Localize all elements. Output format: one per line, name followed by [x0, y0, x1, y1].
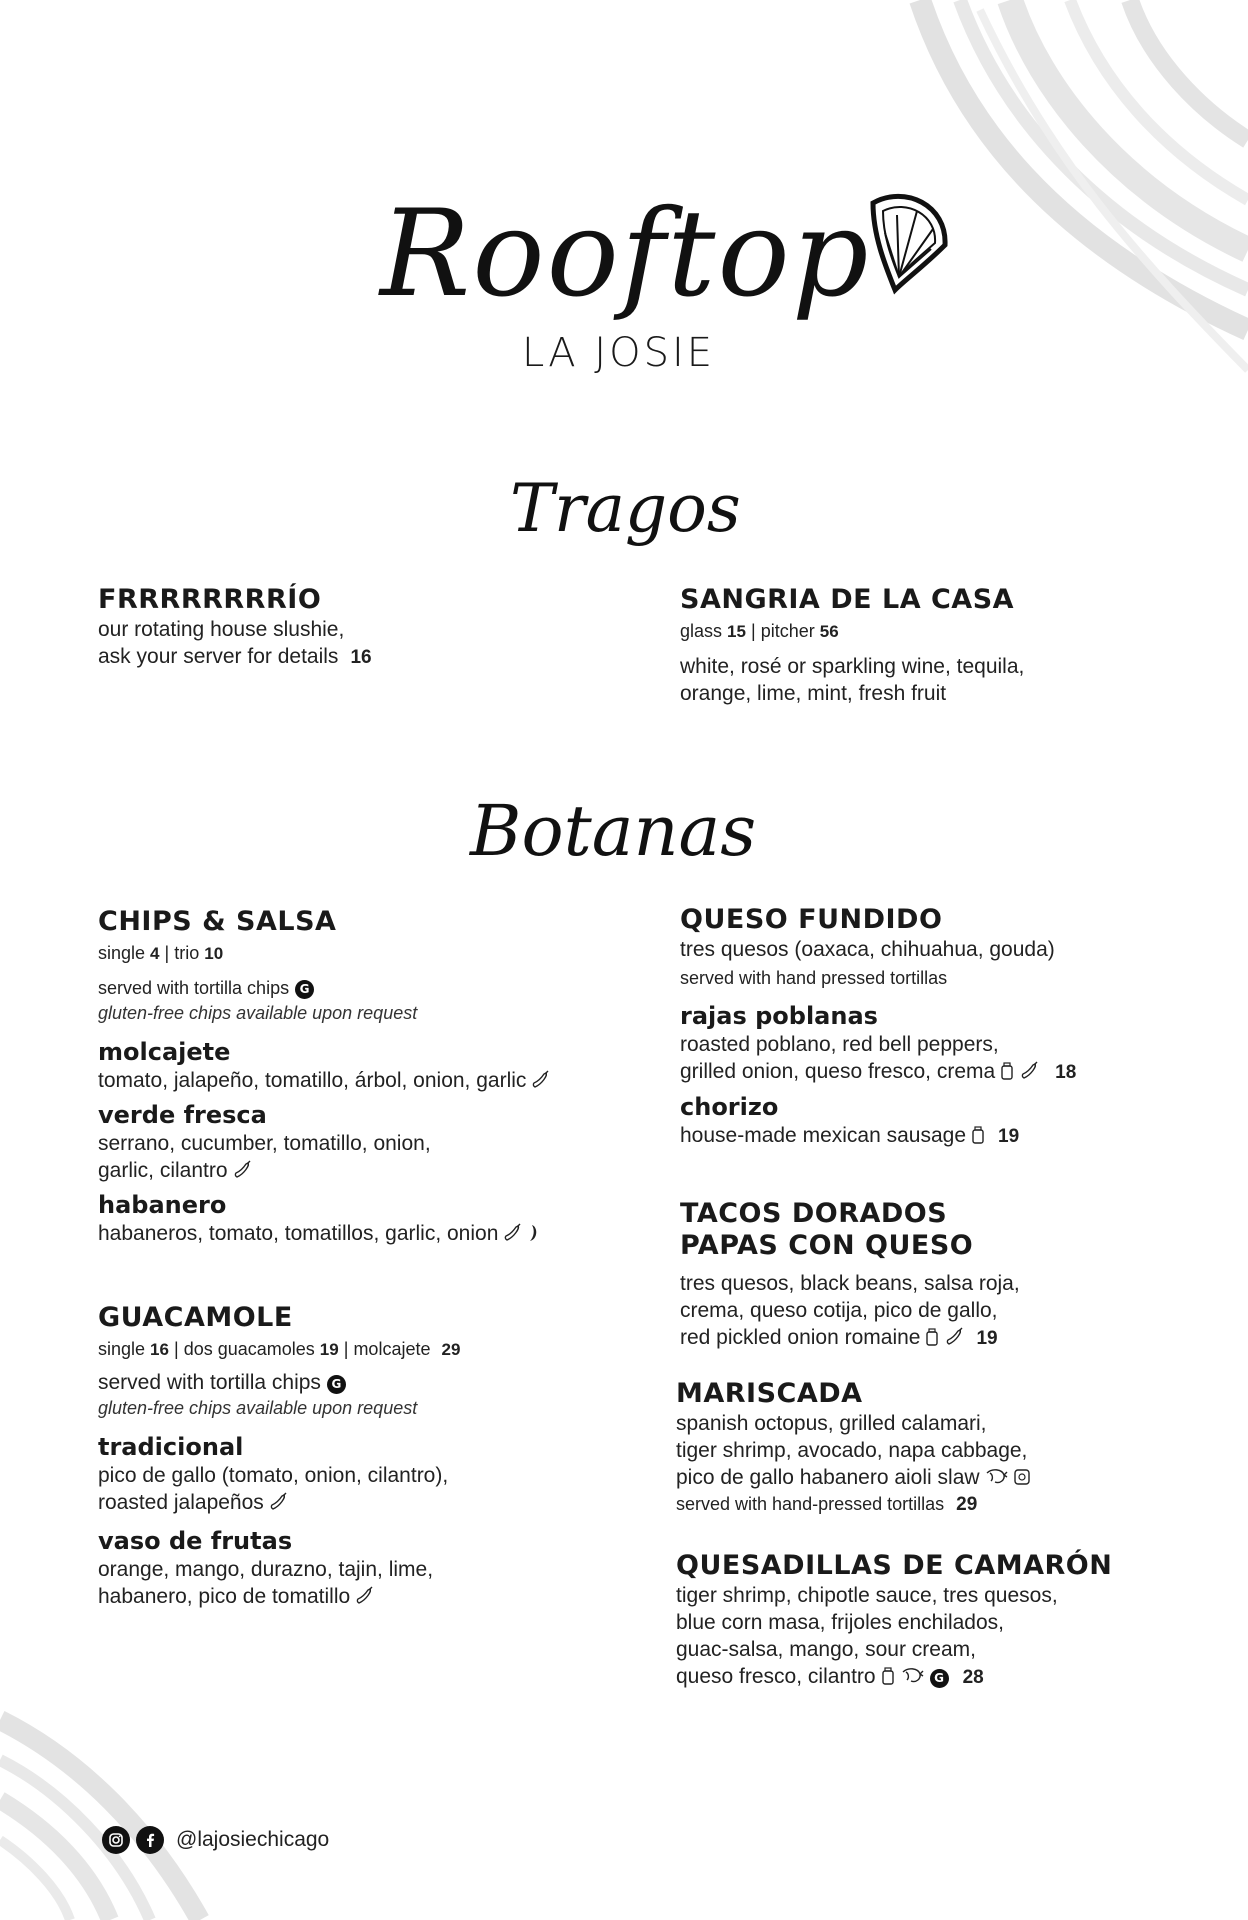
subitem-desc: serrano, cucumber, tomatillo, onion,	[98, 1132, 431, 1155]
subitem-desc: habanero, pico de tomatillo	[98, 1585, 351, 1608]
pepper-icon	[944, 1327, 964, 1347]
served-note: served with hand-pressed tortillas	[676, 1494, 945, 1514]
size-label: molcajete	[353, 1339, 431, 1359]
shrimp-icon	[984, 1467, 1008, 1487]
item-desc: orange, lime, mint, fresh fruit	[680, 682, 947, 705]
gluten-free-badge: G	[930, 1669, 949, 1688]
brush-stroke-bottom-left	[0, 1700, 260, 1920]
item-price: 29	[956, 1494, 978, 1515]
size-price: 19	[319, 1340, 339, 1359]
subitem-desc: roasted jalapeños	[98, 1491, 264, 1514]
section-title-botanas: Botanas	[470, 790, 757, 872]
size-price: 56	[819, 622, 839, 641]
subitem-name: molcajete	[98, 1038, 231, 1066]
item-desc: our rotating house slushie,	[98, 618, 345, 641]
instagram-icon[interactable]	[102, 1826, 130, 1854]
pepper-icon	[232, 1160, 252, 1180]
subitem-desc: tomato, jalapeño, tomatillo, árbol, onion, garlic	[98, 1069, 527, 1092]
social-handle[interactable]: @lajosiechicago	[176, 1828, 330, 1851]
item-mariscada	[676, 1378, 1216, 1518]
subitem-desc: grilled onion, queso fresco, crema	[680, 1060, 996, 1083]
item-tacos-dorados	[680, 1198, 1220, 1352]
item-name: FRRRRRRRRÍO	[98, 584, 322, 615]
item-desc: crema, queso cotija, pico de gallo,	[680, 1299, 998, 1322]
subitem-desc: pico de gallo (tomato, onion, cilantro),	[98, 1464, 449, 1487]
subitem-name: rajas poblanas	[680, 1002, 878, 1030]
size-price: 16	[150, 1340, 169, 1359]
item-name: QUESADILLAS DE CAMARÓN	[676, 1550, 1113, 1581]
served-note: served with hand pressed tortillas	[680, 968, 948, 988]
pepper-icon	[502, 1223, 522, 1243]
item-desc: guac-salsa, mango, sour cream,	[676, 1638, 976, 1661]
cheese-icon	[880, 1666, 896, 1686]
separator: |	[164, 943, 170, 963]
subitem-desc: orange, mango, durazno, tajin, lime,	[98, 1558, 434, 1581]
facebook-icon[interactable]	[136, 1826, 164, 1854]
served-note: served with tortilla chips	[98, 978, 290, 998]
item-desc: tiger shrimp, chipotle sauce, tres quesos,	[676, 1584, 1058, 1607]
separator: |	[343, 1339, 349, 1359]
item-name: QUESO FUNDIDO	[680, 904, 943, 935]
gluten-free-note: gluten-free chips available upon request	[98, 1003, 418, 1023]
item-desc: ask your server for details	[98, 645, 339, 668]
size-price: 4	[150, 944, 160, 963]
brand-subtitle: LA JOSIE	[522, 330, 716, 376]
size-label: dos guacamoles	[183, 1339, 315, 1359]
item-name: MARISCADA	[676, 1378, 863, 1409]
gluten-free-note: gluten-free chips available upon request	[98, 1398, 418, 1418]
pepper-icon	[1019, 1061, 1039, 1081]
pepper-icon	[530, 1070, 550, 1090]
item-chips-salsa	[98, 906, 658, 1247]
brush-stroke-top-right	[900, 0, 1248, 400]
shrimp-icon	[900, 1666, 924, 1686]
size-label: pitcher	[760, 621, 815, 641]
social-footer	[102, 1826, 329, 1854]
item-desc: pico de gallo habanero aioli slaw	[676, 1466, 980, 1489]
size-price: 15	[727, 622, 746, 641]
moon-icon	[526, 1223, 540, 1243]
pepper-icon	[268, 1492, 288, 1512]
size-label: trio	[174, 943, 200, 963]
served-note: served with tortilla chips	[98, 1371, 321, 1394]
item-price: 16	[350, 647, 372, 668]
shell-icon	[1012, 1467, 1032, 1487]
pepper-icon	[354, 1586, 374, 1606]
item-name: CHIPS & SALSA	[98, 906, 337, 937]
item-desc: red pickled onion romaine	[680, 1326, 921, 1349]
item-quesadillas	[676, 1550, 1236, 1691]
subitem-desc: habaneros, tomato, tomatillos, garlic, onion	[98, 1222, 499, 1245]
item-price: 19	[976, 1328, 998, 1349]
section-title-tragos: Tragos	[510, 470, 741, 547]
size-label: single	[98, 943, 146, 963]
item-sangria	[680, 584, 1220, 707]
item-price: 28	[962, 1667, 984, 1688]
item-frio	[98, 584, 618, 671]
subitem-name: habanero	[98, 1191, 227, 1219]
item-desc: spanish octopus, grilled calamari,	[676, 1412, 987, 1435]
item-desc: blue corn masa, frijoles enchilados,	[676, 1611, 1005, 1634]
item-name: TACOS DORADOS	[680, 1198, 948, 1229]
size-label: glass	[680, 621, 723, 641]
subitem-name: verde fresca	[98, 1101, 267, 1129]
brand-title: Rooftop	[380, 185, 871, 324]
item-desc: white, rosé or sparkling wine, tequila,	[680, 655, 1025, 678]
size-price: 29	[441, 1340, 461, 1359]
cheese-icon	[970, 1125, 986, 1145]
separator: |	[750, 621, 756, 641]
item-name: PAPAS CON QUESO	[680, 1230, 974, 1261]
gluten-free-badge: G	[295, 980, 314, 999]
item-queso-fundido	[680, 904, 1220, 1150]
subitem-desc: roasted poblano, red bell peppers,	[680, 1033, 999, 1056]
item-name: GUACAMOLE	[98, 1302, 293, 1333]
item-desc: tiger shrimp, avocado, napa cabbage,	[676, 1439, 1028, 1462]
subitem-desc: house-made mexican sausage	[680, 1124, 967, 1147]
gluten-free-badge: G	[327, 1375, 346, 1394]
item-price: 18	[1055, 1062, 1077, 1083]
subitem-name: vaso de frutas	[98, 1527, 293, 1555]
item-desc: tres quesos, black beans, salsa roja,	[680, 1272, 1020, 1295]
item-name: SANGRIA DE LA CASA	[680, 584, 1015, 615]
subitem-desc: garlic, cilantro	[98, 1159, 228, 1182]
item-price: 19	[998, 1126, 1020, 1147]
size-price: 10	[204, 944, 224, 963]
subitem-name: chorizo	[680, 1093, 779, 1121]
cheese-icon	[924, 1327, 940, 1347]
separator: |	[173, 1339, 179, 1359]
item-desc: queso fresco, cilantro	[676, 1665, 876, 1688]
cheese-icon	[999, 1061, 1015, 1081]
subitem-name: tradicional	[98, 1433, 244, 1461]
item-guacamole	[98, 1302, 658, 1610]
item-desc: tres quesos (oaxaca, chihuahua, gouda)	[680, 938, 1055, 961]
size-label: single	[98, 1339, 146, 1359]
